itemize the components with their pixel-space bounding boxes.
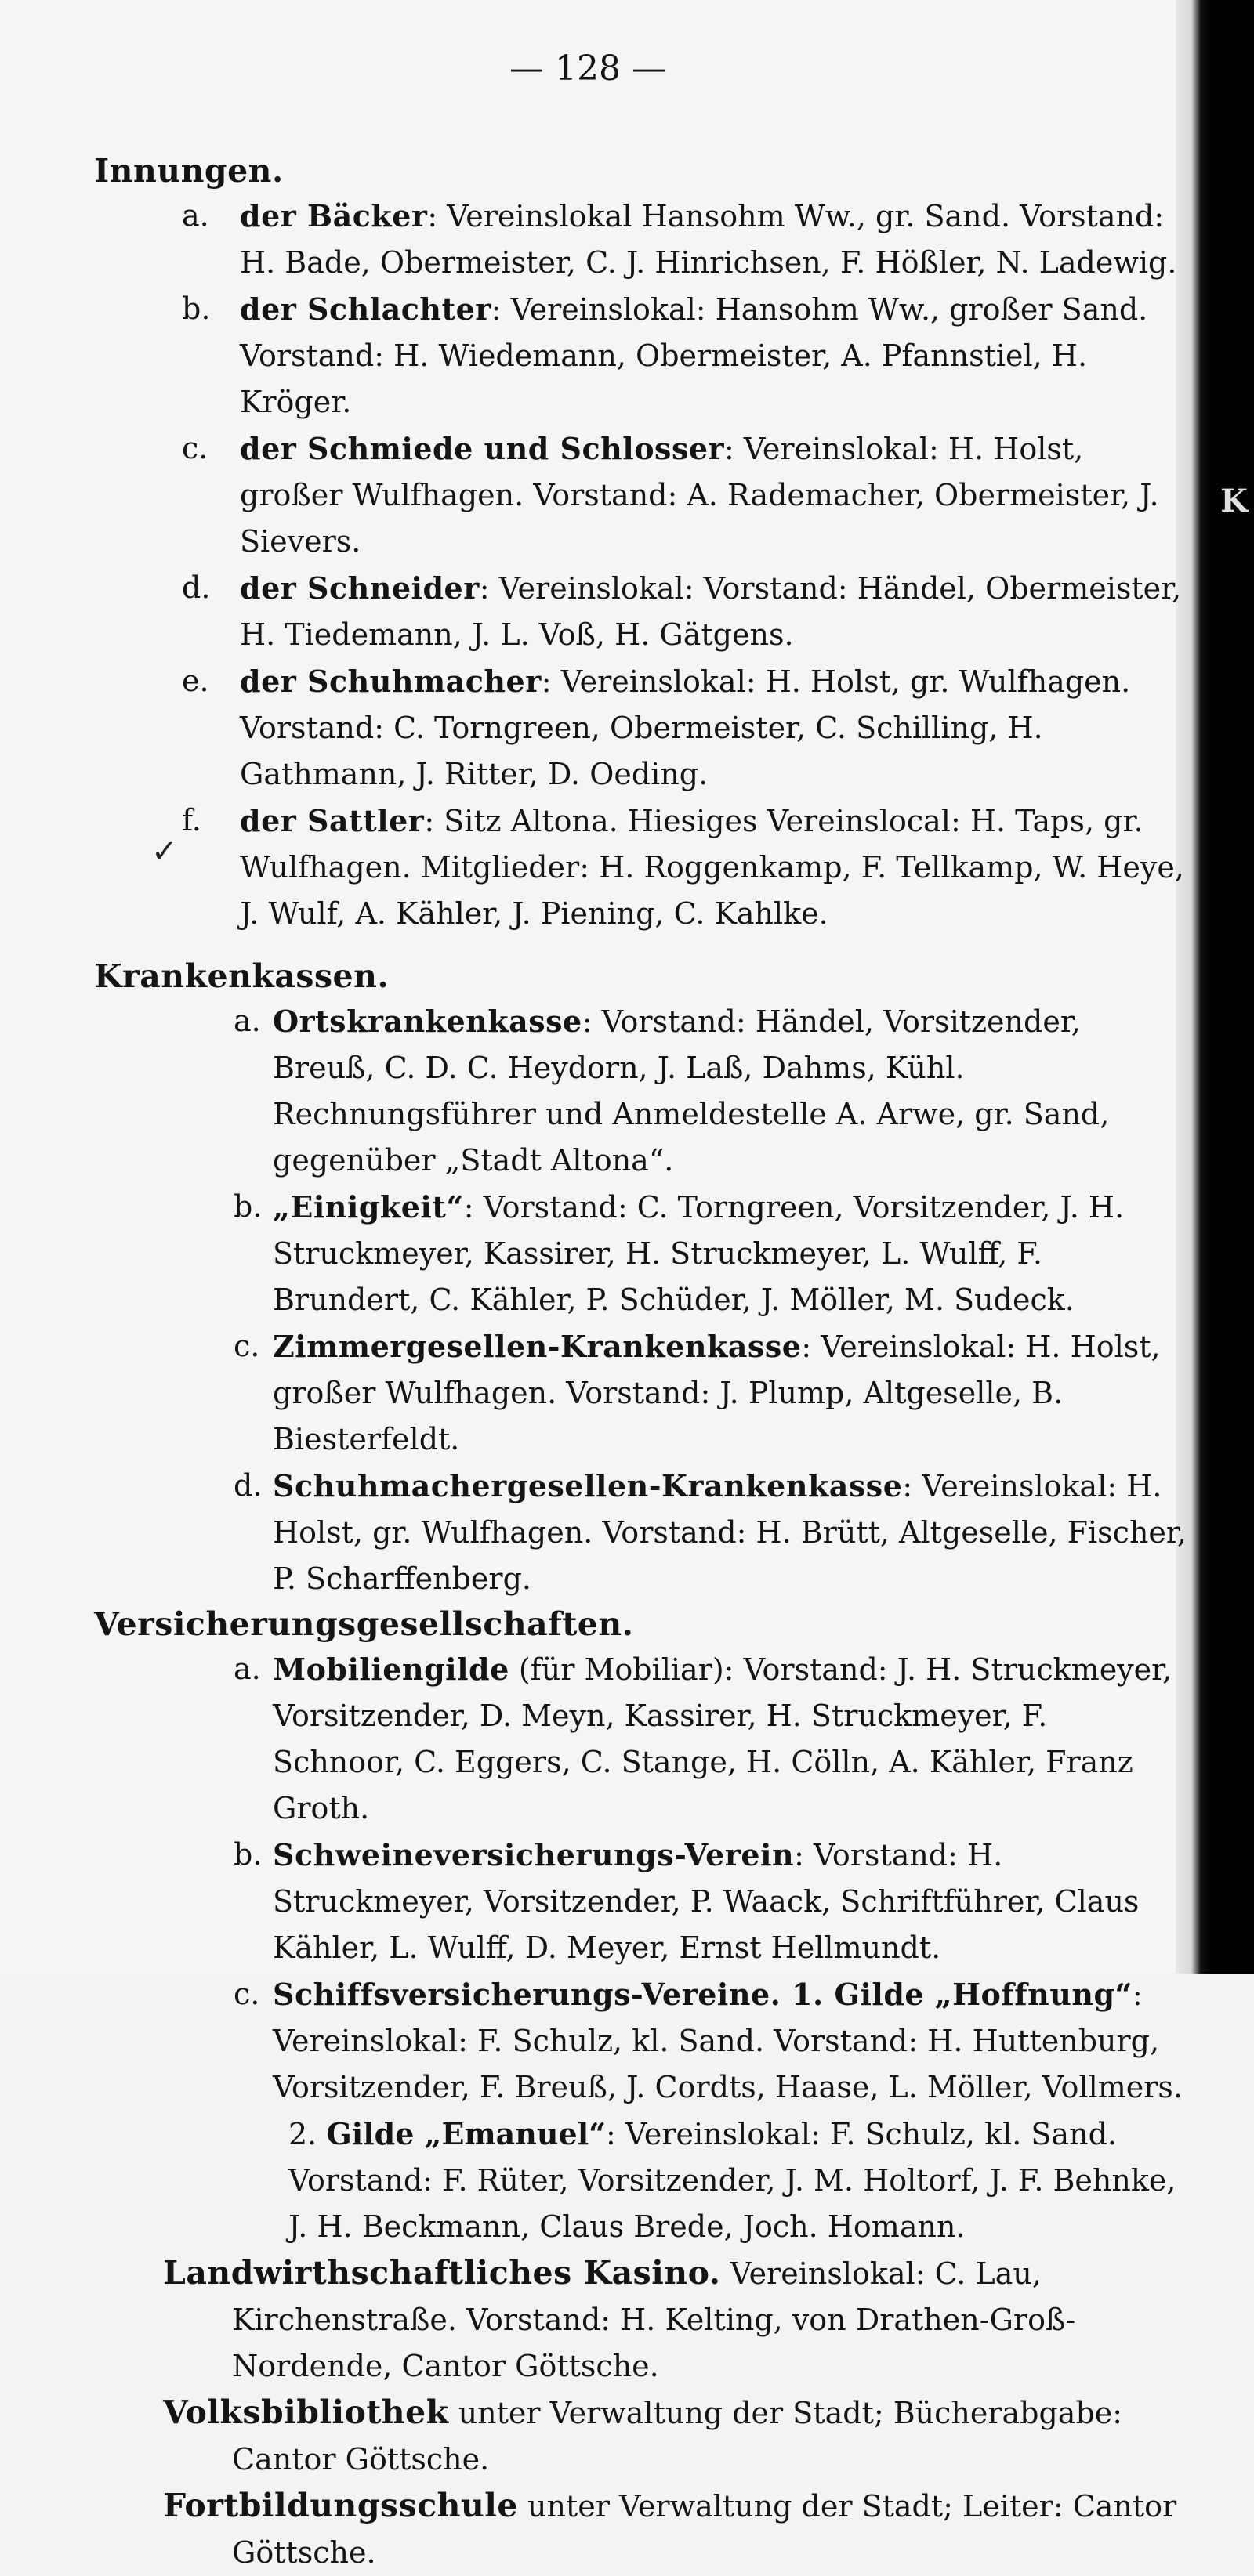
entry-marker: a. bbox=[234, 1004, 261, 1038]
entry-text: : Vereinslokal: Hansohm Ww., großer Sand. Vorstand: H. Wiedemann, Obermeister, A. Pfannstiel, H. Kröger. bbox=[240, 292, 1148, 419]
entry-marker: b. bbox=[182, 291, 211, 326]
entry-text: (für Mobiliar): Vorstand: J. H. Struckmeyer, Vorsitzender, D. Meyn, Kassirer, H. Struckmeyer, F. Schnoor, C. Eggers, C. Stange, H. Cölln, A. Kähler, Franz Groth. bbox=[273, 1652, 1172, 1825]
entry-mobiliengilde bbox=[94, 1646, 1187, 1832]
entry-text: : Vereinslokal: H. Holst, großer Wulfhagen. Vorstand: A. Rademacher, Obermeister, J. Sievers. bbox=[240, 432, 1159, 559]
entry-text: : Vorstand: Händel, Vorsitzender, Breuß, C. D. C. Heydorn, J. Laß, Dahms, Kühl. Rechnungsführer und Anmeldestelle A. Arwe, gr. Sand, gegenüber „Stadt Altona“. bbox=[273, 1004, 1110, 1178]
entry-gilde-emanuel bbox=[94, 2111, 1187, 2250]
entry-marker: a. bbox=[234, 1652, 261, 1686]
entry-text: : Vereinslokal: H. Holst, großer Wulfhagen. Vorstand: J. Plump, Altgeselle, B. Biesterfeldt. bbox=[273, 1330, 1161, 1456]
entry-text: unter Verwaltung der Stadt; Leiter: Cantor Göttsche. bbox=[232, 2489, 1177, 2570]
entry-name: Schweineversicherungs-Verein bbox=[273, 1837, 795, 1872]
section-title-versicherung: Versicherungsgesellschaften. bbox=[94, 1605, 634, 1643]
entry-schneider bbox=[94, 565, 1187, 658]
entry-name: der Schneider bbox=[240, 570, 480, 606]
entry-marker: f. bbox=[182, 803, 201, 838]
entry-name: Ortskrankenkasse bbox=[273, 1004, 582, 1039]
margin-checkmark: ✓ bbox=[151, 834, 178, 870]
entry-marker: b. bbox=[234, 1189, 263, 1224]
entry-schlachter bbox=[94, 286, 1187, 425]
entry-name: Fortbildungsschule bbox=[163, 2487, 518, 2524]
section-title-innungen: Innungen. bbox=[94, 152, 284, 190]
entry-marker: e. bbox=[182, 664, 209, 698]
section-versicherung bbox=[94, 1602, 1187, 2250]
entry-text: Vereinslokal: C. Lau, Kirchenstraße. Vorstand: H. Kelting, von Drathen-Groß-Nordende, Cantor Göttsche. bbox=[232, 2256, 1076, 2383]
entry-name: „Einigkeit“ bbox=[273, 1189, 464, 1225]
edge-letter: K bbox=[1220, 483, 1248, 519]
entry-schmiede bbox=[94, 425, 1187, 565]
entry-prefix: 2. bbox=[288, 2117, 327, 2151]
entry-text: : Vereinslokal: H. Holst, gr. Wulfhagen. Vorstand: H. Brütt, Altgeselle, Fischer, P. Scharffenberg. bbox=[273, 1469, 1187, 1596]
entry-name: der Schmiede und Schlosser bbox=[240, 431, 725, 466]
entry-name: der Schuhmacher bbox=[240, 664, 542, 699]
entry-text: unter Verwaltung der Stadt; Bücherabgabe: Cantor Göttsche. bbox=[232, 2396, 1123, 2477]
entry-name: Volksbibliothek bbox=[163, 2393, 449, 2431]
entry-marker: d. bbox=[234, 1468, 263, 1503]
entry-schiffsversicherung bbox=[94, 1971, 1187, 2111]
entry-baecker bbox=[94, 193, 1187, 286]
section-krankenkassen bbox=[94, 954, 1187, 1602]
entry-name: Zimmergesellen-Krankenkasse bbox=[273, 1329, 802, 1364]
entry-fortbildungsschule bbox=[163, 2483, 1187, 2576]
entry-marker: b. bbox=[234, 1837, 263, 1872]
entry-sattler bbox=[94, 798, 1187, 937]
entry-name: Gilde „Emanuel“ bbox=[326, 2116, 607, 2151]
entry-schuhmacher bbox=[94, 658, 1187, 798]
entry-landwirthschaft bbox=[163, 2250, 1187, 2390]
entry-text: : Vereinslokal: F. Schulz, kl. Sand. Vorstand: H. Huttenburg, Vorsitzender, F. Breuß, J. Cordts, Haase, L. Möller, Vollmers. bbox=[273, 1977, 1183, 2104]
entry-schweineversicherung bbox=[94, 1832, 1187, 1971]
entry-volksbibliothek bbox=[163, 2390, 1187, 2483]
entry-text: : Vorstand: C. Torngreen, Vorsitzender, J. H. Struckmeyer, Kassirer, H. Struckmeyer, L. Wulff, F. Brundert, C. Kähler, P. Schüder, J. Möller, M. Sudeck. bbox=[273, 1190, 1125, 1317]
entry-marker: c. bbox=[182, 431, 208, 465]
page-number: — 128 — bbox=[509, 49, 666, 89]
entry-text: : Vorstand: H. Struckmeyer, Vorsitzender, P. Waack, Schriftführer, Claus Kähler, L. Wulff, D. Meyer, Ernst Hellmundt. bbox=[273, 1838, 1140, 1965]
entry-text: : Vereinslokal: F. Schulz, kl. Sand. Vorstand: F. Rüter, Vorsitzender, J. M. Holtorf, J. F. Behnke, J. H. Beckmann, Claus Brede, Joch. Homann. bbox=[288, 2117, 1176, 2244]
entry-name: Schiffsversicherungs-Vereine. 1. Gilde „Hoffnung“ bbox=[273, 1977, 1133, 2012]
entry-name: der Sattler bbox=[240, 803, 425, 838]
entry-marker: c. bbox=[234, 1329, 260, 1363]
entry-name: Landwirthschaftliches Kasino. bbox=[163, 2254, 721, 2292]
entry-text: : Vereinslokal: Vorstand: Händel, Obermeister, H. Tiedemann, J. L. Voß, H. Gätgens. bbox=[240, 571, 1182, 652]
entry-ortskrankenkasse bbox=[94, 998, 1187, 1184]
section-innungen bbox=[94, 149, 1187, 937]
entry-name: der Bäcker bbox=[240, 198, 428, 233]
entry-marker: d. bbox=[182, 570, 211, 605]
entry-schuhmachergesellen bbox=[94, 1463, 1187, 1602]
entry-text: : Vereinslokal: H. Holst, gr. Wulfhagen. Vorstand: C. Torngreen, Obermeister, C. Schilling, H. Gathmann, J. Ritter, D. Oeding. bbox=[240, 664, 1131, 791]
entry-marker: c. bbox=[234, 1977, 260, 2011]
entry-einigkeit bbox=[94, 1184, 1187, 1323]
page-content bbox=[94, 149, 1187, 2576]
section-title-krankenkassen: Krankenkassen. bbox=[94, 957, 390, 995]
entry-text: : Sitz Altona. Hiesiges Vereinslocal: H. Taps, gr. Wulfhagen. Mitglieder: H. Roggenkamp, F. Tellkamp, W. Heye, J. Wulf, A. Kähler, J. Piening, C. Kahlke. bbox=[240, 804, 1184, 931]
entry-name: Mobiliengilde bbox=[273, 1652, 509, 1687]
book-spine-edge bbox=[1176, 0, 1254, 1974]
entry-zimmergesellen bbox=[94, 1323, 1187, 1463]
entry-text: : Vereinslokal Hansohm Ww., gr. Sand. Vorstand: H. Bade, Obermeister, C. J. Hinrichsen, F. Hößler, N. Ladewig. bbox=[240, 199, 1177, 280]
entry-marker: a. bbox=[182, 198, 209, 233]
entry-name: der Schlachter bbox=[240, 291, 491, 327]
entry-name: Schuhmachergesellen-Krankenkasse bbox=[273, 1468, 903, 1503]
